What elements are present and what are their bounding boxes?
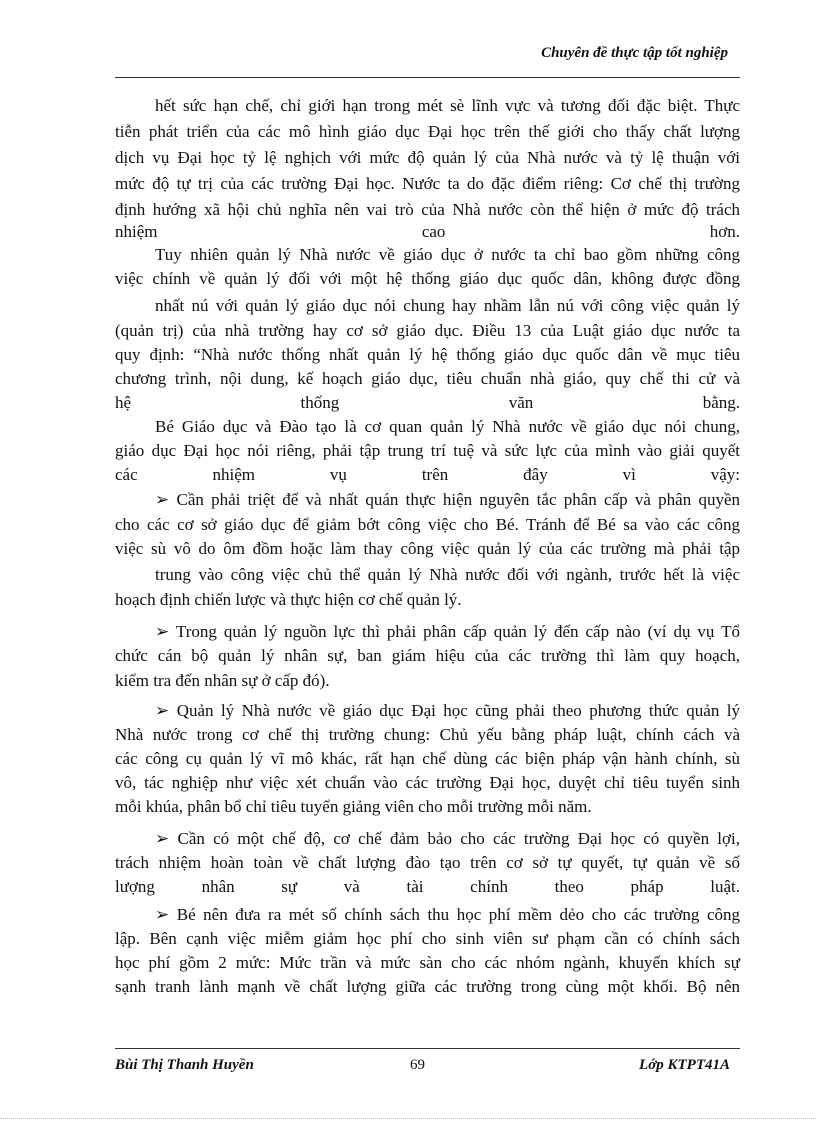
footer-author: Bùi Thị Thanh Huyền xyxy=(115,1057,254,1073)
paragraph-line: các công cụ quản lý vĩ mô khác, rất hạn chế dùng các biện pháp vận hành chính, sù xyxy=(115,749,740,768)
paragraph-line: Tuy nhiên quản lý Nhà nước về giáo dục ở nước ta chỉ bao gồm những công xyxy=(155,245,740,264)
paragraph-line: giáo dục Đại học nói riêng, phải tập trung trí tuệ và sức lực của mình vào giải quyết xyxy=(115,441,740,460)
header-rule xyxy=(115,77,740,78)
paragraph-line: sạnh tranh lành mạnh về chất lượng giữa các trường trong cùng một khối. Bộ nên xyxy=(115,977,740,996)
paragraph-line: học phí gồm 2 mức: Mức trần và mức sàn cho các nhóm ngành, khuyến khích sự xyxy=(115,953,740,972)
footer-rule xyxy=(115,1048,740,1049)
paragraph-line: kiểm tra đến nhân sự ở cấp đó). xyxy=(115,671,330,690)
paragraph-line: ➢ Bé nên đưa ra mét số chính sách thu học phí mềm dẻo cho các trường công xyxy=(155,905,740,924)
paragraph-line: ➢ Trong quản lý nguồn lực thì phải phân cấp quản lý đến cấp nào (ví dụ vụ Tổ xyxy=(155,622,740,641)
paragraph-line: vô, tác nghiệp như việc xét chuẩn vào các trường Đại học, duyệt chỉ tiêu tuyển sinh xyxy=(115,773,740,792)
paragraph-line: mỗi khúa, phân bổ chỉ tiêu tuyển giảng viên cho mỗi trường mỗi năm. xyxy=(115,797,592,816)
page-number: 69 xyxy=(410,1057,425,1073)
paragraph-line: ➢ Cần phải triệt để và nhất quán thực hiện nguyên tắc phân cấp và phân quyền xyxy=(155,490,740,509)
paragraph-line: ➢ Cần có một chế độ, cơ chế đảm bảo cho các trường Đại học có quyền lợi, xyxy=(155,829,740,848)
paragraph-line: (quản trị) của nhà trường hay cơ sở giáo dục. Điều 13 của Luật giáo dục nước ta xyxy=(115,321,740,340)
paragraph-line: hệ thống văn bằng. xyxy=(115,393,740,412)
footer-class: Lớp KTPT41A xyxy=(639,1057,730,1073)
paragraph-line: chức cán bộ quản lý nhân sự, ban giám hiệu của các trường thì làm quy hoạch, xyxy=(115,646,740,665)
paragraph-line: tiễn phát triển của các mô hình giáo dục Đại học trên thế giới cho thấy chất lượng xyxy=(115,122,740,141)
paragraph-line: dịch vụ Đại học tỷ lệ nghịch với mức độ quản lý của Nhà nước và tỷ lệ thuận với xyxy=(115,148,740,167)
page-edge-divider xyxy=(0,1118,816,1120)
paragraph-line: cho các cơ sở giáo dục để giảm bớt công việc cho Bé. Tránh để Bé sa vào các công xyxy=(115,515,740,534)
paragraph-line: việc sù vô do ôm đồm hoặc làm thay công việc quản lý của các trường mà phải tập xyxy=(115,539,740,558)
paragraph-line: quy định: “Nhà nước thống nhất quản lý hệ thống giáo dục quốc dân về mục tiêu xyxy=(115,345,740,364)
paragraph-line: chương trình, nội dung, kế hoạch giáo dục, tiêu chuẩn nhà giáo, quy chế thi cử và xyxy=(115,369,740,388)
page-header-title: Chuyên đề thực tập tốt nghiệp xyxy=(541,45,728,61)
paragraph-line: lượng nhân sự và tài chính theo pháp luật. xyxy=(115,877,740,896)
paragraph-line: Bé Giáo dục và Đào tạo là cơ quan quản lý Nhà nước về giáo dục nói chung, xyxy=(155,417,740,436)
paragraph-line: nhiệm cao hơn. xyxy=(115,222,740,241)
paragraph-line: nhất nú với quản lý giáo dục nói chung hay nhầm lẫn nú với công việc quản lý xyxy=(155,296,740,315)
paragraph-line: Nhà nước trong cơ chế thị trường chung: Chủ yếu bằng pháp luật, chính cách và xyxy=(115,725,740,744)
paragraph-line: trách nhiệm hoàn toàn về chất lượng đào tạo trên cơ sở tự quyết, tự quản về số xyxy=(115,853,740,872)
paragraph-line: mức độ tự trị của các trường Đại học. Nước ta do đặc điểm riêng: Cơ chế thị trường xyxy=(115,174,740,193)
paragraph-line: lập. Bên cạnh việc miễm giảm học phí cho sinh viên sư phạm cần có chính sách xyxy=(115,929,740,948)
paragraph-line: các nhiệm vụ trên đây vì vậy: xyxy=(115,465,740,484)
paragraph-line: định hướng xã hội chủ nghĩa nên vai trò của Nhà nước còn thể hiện ở mức độ trách xyxy=(115,200,740,219)
paragraph-line: trung vào công việc chủ thể quản lý Nhà nước đối với ngành, trước hết là việc xyxy=(155,565,740,584)
paragraph-line: việc chính về quản lý đối với một hệ thống giáo dục quốc dân, không được đồng xyxy=(115,269,740,288)
paragraph-line: ➢ Quản lý Nhà nước về giáo dục Đại học cũng phải theo phương thức quản lý xyxy=(155,701,740,720)
paragraph-line: hoạch định chiến lược và thực hiện cơ chế quản lý. xyxy=(115,590,462,609)
paragraph-line: hết sức hạn chế, chỉ giới hạn trong mét sè lĩnh vực và tương đối đặc biệt. Thực xyxy=(155,96,740,115)
